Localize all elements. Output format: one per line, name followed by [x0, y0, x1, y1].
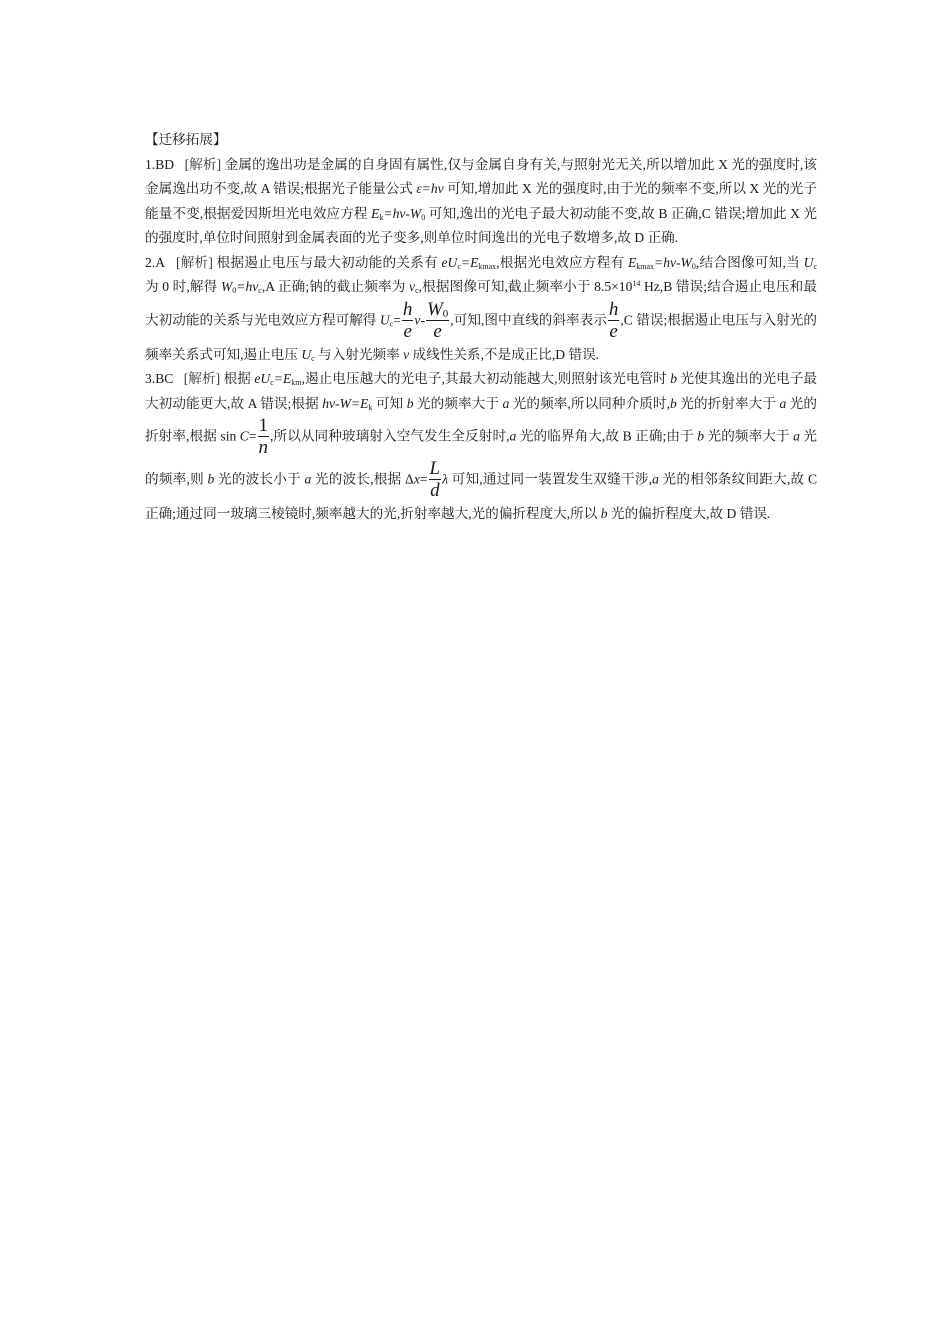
analysis-label: [解析] [175, 254, 213, 270]
text: ,根据光电效应方程有 [496, 254, 628, 270]
subscript: 0 [232, 286, 237, 295]
denominator: n [258, 437, 269, 458]
denominator: e [433, 320, 442, 342]
text: 光的频率,则 [145, 428, 818, 487]
answer-2 [145, 251, 817, 368]
text: 与入射光频率 [314, 346, 404, 362]
subscript: c [457, 261, 461, 271]
formula: =hν-W [383, 205, 422, 221]
text: 为 0 时,解得 [145, 279, 221, 294]
formula: E [371, 205, 380, 221]
variable: a [502, 395, 510, 411]
subscript: c [415, 286, 419, 295]
formula: =hν [236, 279, 259, 294]
subscript: kmax [478, 261, 497, 271]
denominator: d [430, 480, 440, 501]
numerator: h [402, 298, 413, 320]
denominator: e [403, 320, 412, 342]
text: 光的相邻条纹间距大,故 C 正确;通过同一玻璃三棱镜时,频率越大的光,折射率越大,光的偏折程度大,所以 [145, 471, 818, 521]
text: 光的折射率,根据 sin [145, 395, 818, 444]
text: 成线性关系,不是成正比,D 错误. [409, 346, 600, 362]
answer-1-head: 1.BD [145, 156, 175, 172]
formula: eU [441, 254, 458, 270]
text: ,遏止电压越大的光电子,其最大初动能越大,则照射该光电管时 [301, 371, 671, 386]
subscript: c [258, 286, 262, 295]
fraction-l-over-d [429, 459, 442, 502]
variable: a [509, 428, 517, 444]
text: ,C 错误;根据遏止电压与入射光的频率关系式可知,遏止电压 [145, 312, 818, 362]
fraction-w0-over-e [426, 300, 449, 343]
formula: =E [273, 371, 292, 386]
text: 光的折射率大于 [676, 395, 780, 411]
text: 根据遏止电压与最大初动能的关系有 [212, 254, 442, 270]
formula: C [239, 428, 249, 444]
text: 金属的逸出功是金属的自身固有属性,仅与金属自身有关,与照射光无关,所以增加此 X 光的强度时,该金属逸出功不变,故 A 错误;根据光子能量公式 [145, 156, 817, 196]
numerator [426, 300, 449, 321]
variable: a [793, 428, 800, 444]
denominator: e [609, 320, 618, 342]
text: 光的频率大于 [704, 428, 794, 444]
text: 光的波长小于 [214, 471, 305, 487]
text: = [248, 428, 257, 444]
subscript: c [389, 319, 394, 329]
text: ,所以从同种玻璃射入空气发生全反射时, [270, 428, 510, 444]
fraction-h-over-e [402, 300, 414, 343]
formula: ν [409, 279, 416, 294]
subscript: kmax [636, 261, 655, 271]
variable: a [304, 471, 312, 487]
formula: ν- [414, 312, 425, 328]
formula: hν-W=E [322, 395, 369, 411]
formula: =E [460, 254, 479, 270]
subscript: c [311, 353, 315, 363]
formula: U [803, 254, 814, 270]
answer-3-head: 3.BC [145, 371, 174, 386]
numerator: h [608, 298, 619, 320]
numerator: L [429, 458, 441, 479]
variable: b [207, 471, 215, 487]
text: Hz,B 错误;结合遏止电压和最大初动能的关系与光电效应方程可解得 [145, 279, 818, 328]
formula: U [301, 346, 312, 362]
analysis-label: [解析] [184, 156, 222, 172]
numerator: 1 [258, 415, 269, 436]
text: 可知,增加此 X 光的强度时,由于光的频率不变,所以 X 光的光子能量不变,根据爱因斯坦光电效应方程 [145, 181, 817, 221]
text: ,A 正确;钠的截止频率为 [261, 279, 410, 294]
formula: =hν-W [654, 254, 692, 270]
formula: x [413, 471, 420, 487]
answer-3 [145, 367, 817, 527]
analysis-label: [解析] [183, 371, 221, 386]
text: = [393, 312, 401, 328]
variable: b [697, 428, 705, 444]
fraction-h-over-e [608, 300, 620, 343]
formula: eU [254, 371, 271, 386]
text: 光的波长,根据 Δ [311, 471, 414, 487]
text: 可知 [372, 395, 407, 411]
formula: ν [403, 346, 410, 362]
text: ,根据图像可知,截止频率小于 8.5×10 [418, 279, 633, 294]
subscript: 0 [691, 261, 696, 271]
text: 可知,逸出的光电子最大初动能不变,故 B 正确,C 错误;增加此 X 光的强度时,单位时间照射到金属表面的光子变多,则单位时间逸出的光电子数增多,故 D 正确. [145, 205, 818, 245]
subscript: km [291, 378, 302, 387]
text: = [419, 471, 428, 487]
answer-1 [145, 153, 817, 251]
text: 可知,通过同一装置发生双缝干涉, [448, 471, 653, 487]
formula: ε=hν [416, 181, 444, 196]
variable: b [406, 395, 414, 411]
text: ,结合图像可知,当 [695, 254, 804, 270]
formula: U [379, 312, 390, 328]
numerator-text: W [426, 298, 443, 320]
subscript: c [813, 261, 818, 271]
formula: λ [442, 471, 448, 487]
text: 光的临界角大,故 B 正确;由于 [516, 428, 698, 444]
subscript: k [379, 212, 384, 222]
text: ,可知,图中直线的斜率表示 [450, 312, 607, 328]
text: 光的偏折程度大,故 D 错误. [607, 506, 771, 521]
subscript: 0 [442, 307, 449, 320]
variable: b [600, 506, 608, 521]
text: 光的频率,所以同种介质时, [509, 395, 671, 411]
fraction-1-over-n [258, 416, 270, 459]
text: 根据 [220, 371, 255, 386]
variable: b [670, 395, 677, 411]
superscript: 14 [632, 279, 641, 288]
subscript: 0 [421, 212, 426, 222]
variable: a [652, 471, 659, 487]
text: 光的频率大于 [413, 395, 503, 411]
variable: b [670, 371, 678, 386]
answer-2-head: 2.A [145, 254, 166, 270]
subscript: c [270, 378, 274, 387]
answer-content [145, 128, 817, 527]
subscript: k [368, 402, 373, 412]
formula: W [220, 279, 233, 294]
section-title: 【迁移拓展】 [145, 132, 227, 147]
formula: E [627, 254, 637, 270]
variable: a [779, 395, 787, 411]
text: 光使其逸出的光电子最大初动能更大,故 A 错误;根据 [145, 371, 817, 411]
